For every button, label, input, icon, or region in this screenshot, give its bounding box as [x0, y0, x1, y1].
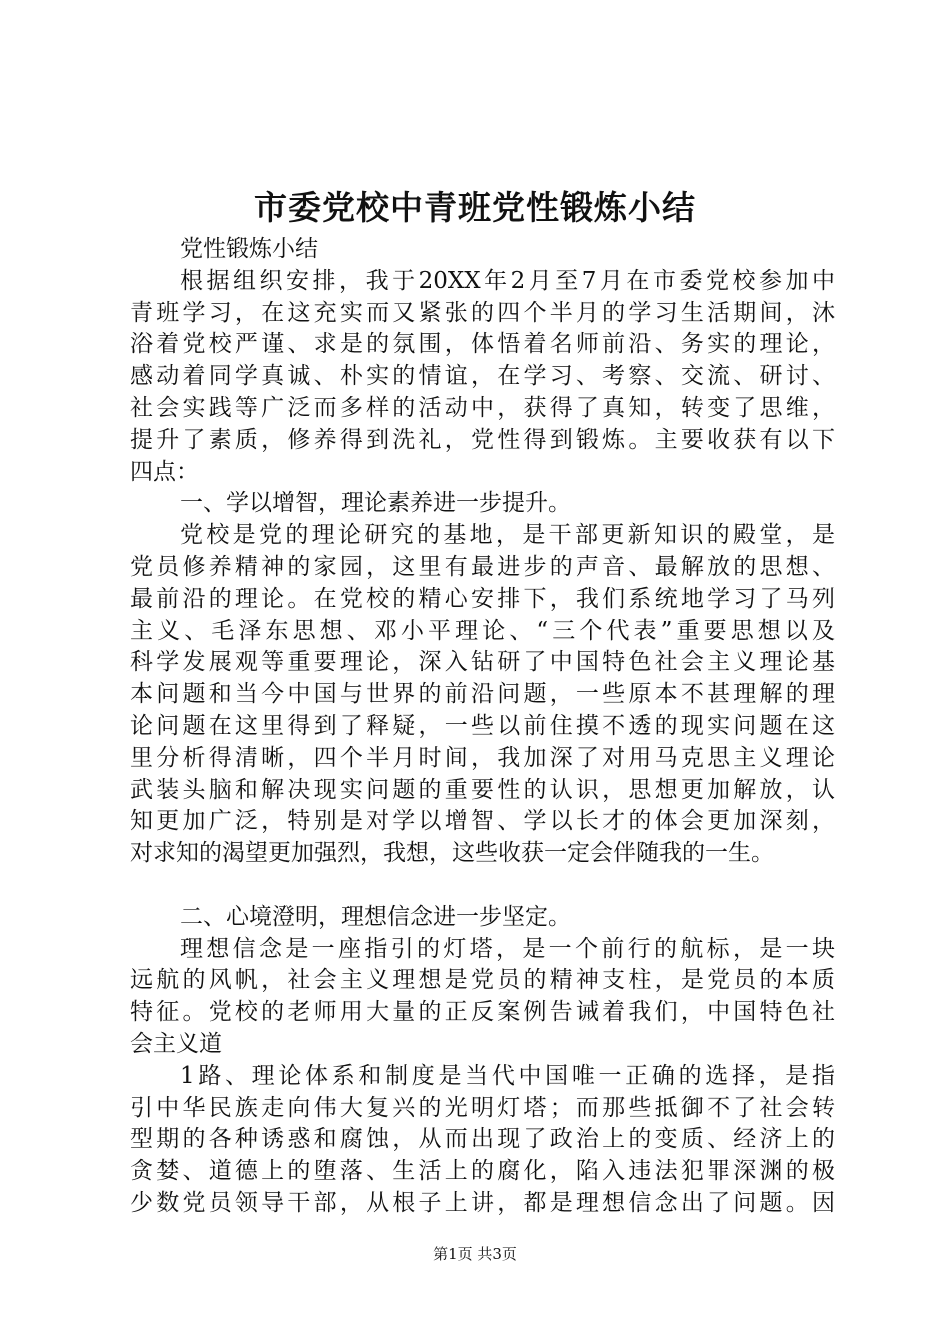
- section-heading: 二、心境澄明，理想信念进一步坚定。: [180, 903, 571, 930]
- text-line: 浴着党校严谨、求是的氛围，体悟着名师前沿、务实的理论，: [130, 331, 835, 358]
- text-line: 里分析得清晰，四个半月时间，我加深了对用马克思主义理论: [130, 744, 835, 771]
- blank-line: [130, 870, 835, 902]
- text-line: 知更加广泛，特别是对学以增智、学以长才的体会更加深刻，: [130, 808, 835, 835]
- text-line: 党员修养精神的家园，这里有最进步的声音、最解放的思想、: [130, 553, 835, 580]
- text-line: 引中华民族走向伟大复兴的光明灯塔；而那些抵御不了社会转: [130, 1094, 835, 1121]
- text-line: 会主义道: [130, 1030, 222, 1057]
- text-line: 提升了素质，修养得到洗礼，党性得到锻炼。主要收获有以下: [130, 426, 835, 453]
- text-line: 少数党员领导干部，从根子上讲，都是理想信念出了问题。因: [130, 1189, 835, 1216]
- page-footer: 第1页 共3页: [433, 1245, 517, 1263]
- text-line: 党校是党的理论研究的基地，是干部更新知识的殿堂，是: [180, 522, 835, 549]
- text-line: 武装头脑和解决现实问题的重要性的认识，思想更加解放，认: [130, 776, 835, 803]
- paragraph-heading: 党性锻炼小结: [180, 236, 318, 262]
- section-heading: 一、学以增智，理论素养进一步提升。: [180, 490, 571, 517]
- text-line: 根据组织安排，我于20XX年2月至7月在市委党校参加中: [180, 267, 835, 294]
- text-line: 感动着同学真诚、朴实的情谊，在学习、考察、交流、研讨、: [130, 363, 835, 390]
- text-line: 本问题和当今中国与世界的前沿问题，一些原本不甚理解的理: [130, 681, 835, 708]
- text-line: 型期的各种诱惑和腐蚀，从而出现了政治上的变质、经济上的: [130, 1126, 835, 1153]
- text-line: 理想信念是一座指引的灯塔，是一个前行的航标，是一块: [180, 935, 835, 962]
- text-line: 青班学习，在这充实而又紧张的四个半月的学习生活期间，沐: [130, 299, 835, 326]
- document-title: 市委党校中青班党性锻炼小结: [254, 188, 696, 227]
- text-line: 四点：: [130, 458, 199, 485]
- text-line: 1路、理论体系和制度是当代中国唯一正确的选择，是指: [180, 1062, 835, 1089]
- text-line: 远航的风帆，社会主义理想是党员的精神支柱，是党员的本质: [130, 967, 835, 994]
- text-line: 论问题在这里得到了释疑，一些以前住摸不透的现实问题在这: [130, 712, 835, 739]
- text-line: 对求知的渴望更加强烈，我想，这些收获一定会伴随我的一生。: [130, 840, 774, 867]
- document-body: [130, 234, 835, 1220]
- text-line: 特征。党校的老师用大量的正反案例告诫着我们，中国特色社: [130, 999, 835, 1026]
- text-line: 主义、毛泽东思想、邓小平理论、“三个代表”重要思想以及: [130, 617, 835, 644]
- text-line: 最前沿的理论。在党校的精心安排下，我们系统地学习了马列: [130, 585, 835, 612]
- text-line: 科学发展观等重要理论，深入钻研了中国特色社会主义理论基: [130, 649, 835, 676]
- text-line: 贪婪、道德上的堕落、生活上的腐化，陷入违法犯罪深渊的极: [130, 1158, 835, 1185]
- text-line: 社会实践等广泛而多样的活动中，获得了真知，转变了思维，: [130, 394, 835, 421]
